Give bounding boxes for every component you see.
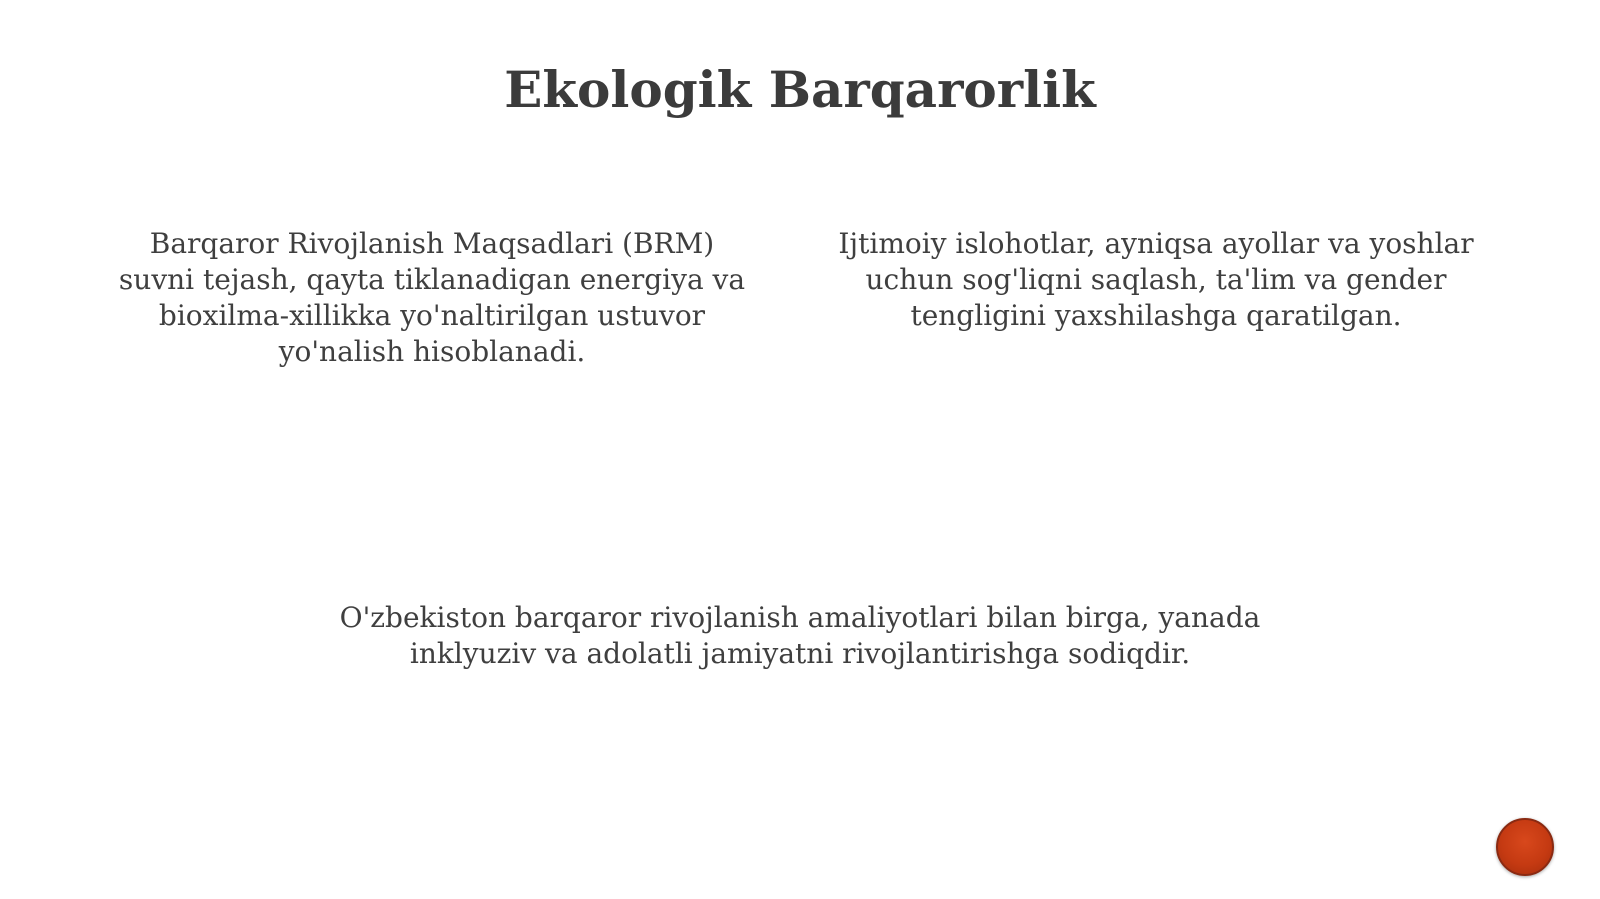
circle-button-icon[interactable] [1496, 818, 1554, 876]
slide-title: Ekologik Barqarorlik [504, 60, 1096, 119]
right-paragraph: Ijtimoiy islohotlar, ayniqsa ayollar va yoshlar uchun sog'liqni saqlash, ta'lim va gender tengligini yaxshilashga qaratilgan. [838, 227, 1474, 332]
left-paragraph: Barqaror Rivojlanish Maqsadlari (BRM) suvni tejash, qayta tiklanadigan energiya va bioxilma-xillikka yo'naltirilgan ustuvor yo'nalish hisoblanadi. [118, 227, 746, 368]
bottom-paragraph: O'zbekiston barqaror rivojlanish amaliyotlari bilan birga, yanada inklyuziv va adolatli jamiyatni rivojlantirishga sodiqdir. [339, 601, 1261, 670]
